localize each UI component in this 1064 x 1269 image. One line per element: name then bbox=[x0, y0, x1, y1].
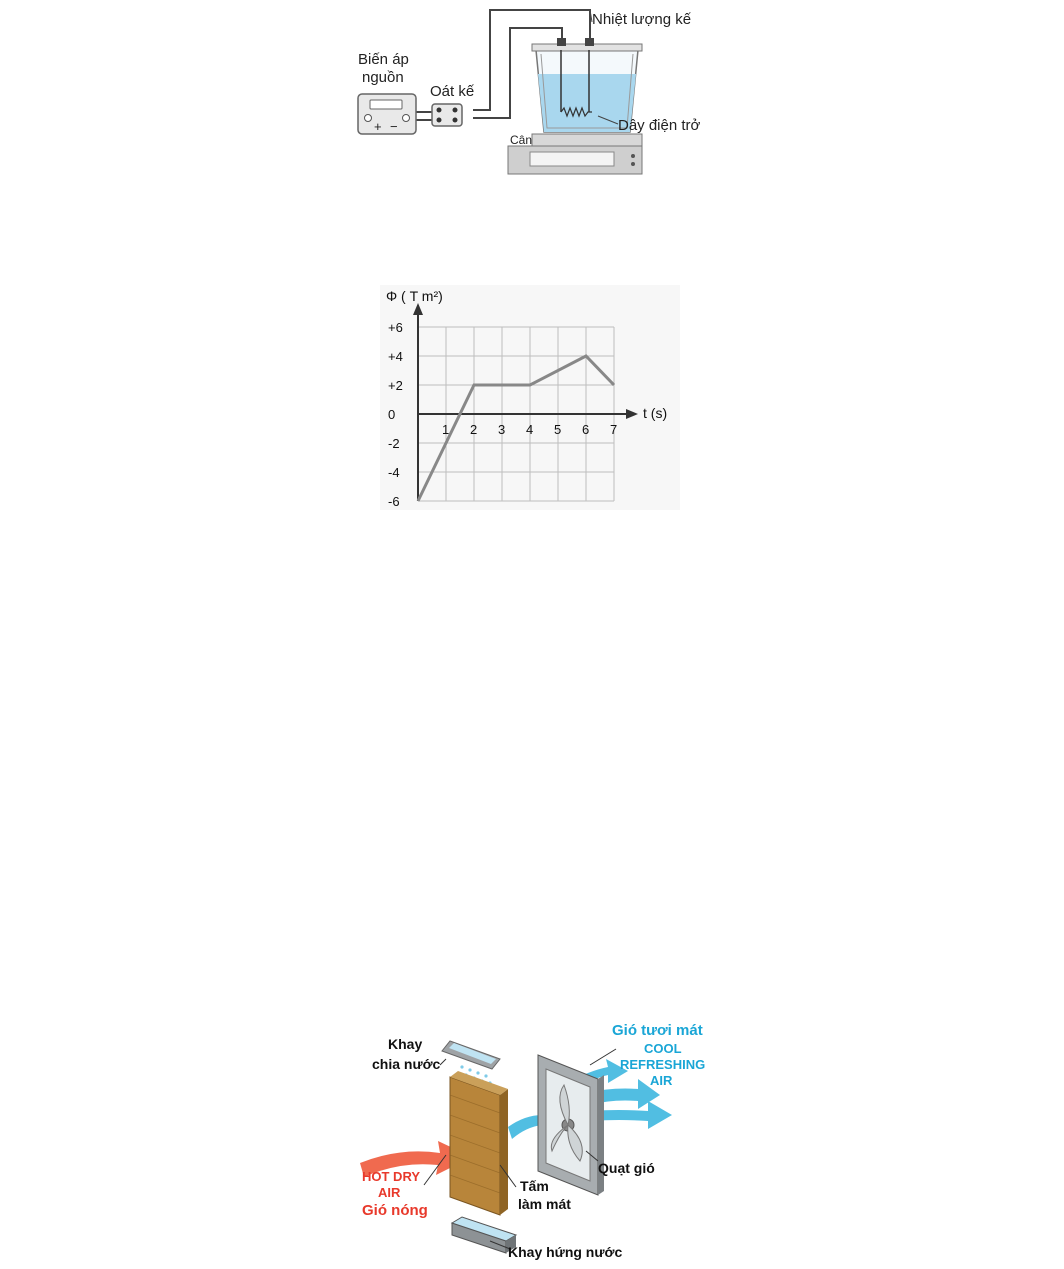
scale-label: Cân bbox=[510, 133, 533, 147]
wattmeter-label: Oát kế bbox=[430, 83, 475, 100]
y-tick-label: 0 bbox=[388, 407, 396, 422]
y-tick-label: -2 bbox=[388, 436, 400, 451]
x-tick-label: 4 bbox=[526, 422, 534, 437]
x-tick-label: 3 bbox=[498, 422, 506, 437]
power-source-label-1: Biến áp bbox=[358, 51, 409, 68]
minus-sign: − bbox=[390, 119, 398, 134]
x-axis-label: t (s) bbox=[643, 405, 668, 421]
fresh-air-en-label-3: AIR bbox=[650, 1073, 673, 1088]
distribution-tray-label-2: chia nước bbox=[372, 1056, 441, 1072]
fresh-air-en-label-1: COOL bbox=[644, 1041, 682, 1056]
plus-sign: + bbox=[374, 119, 382, 134]
y-tick-label: +6 bbox=[388, 320, 403, 335]
calorimeter-diagram bbox=[350, 0, 730, 180]
x-tick-label: 2 bbox=[470, 422, 478, 437]
hot-air-en-label-1: HOT DRY bbox=[362, 1169, 421, 1184]
wattmeter bbox=[432, 104, 462, 126]
wire-source bbox=[416, 112, 432, 120]
cooling-pad-label-1: Tấm bbox=[520, 1178, 549, 1194]
distribution-tray bbox=[442, 1041, 500, 1069]
power-source-label-2: nguồn bbox=[362, 69, 404, 86]
power-source bbox=[358, 94, 416, 134]
flux-chart bbox=[380, 285, 680, 510]
x-tick-label: 6 bbox=[582, 422, 590, 437]
hot-air-vi-label: Gió nóng bbox=[362, 1202, 428, 1219]
y-tick-label: -4 bbox=[388, 465, 400, 480]
fresh-air-en-label-2: REFRESHING bbox=[620, 1057, 706, 1072]
y-tick-label: +2 bbox=[388, 378, 403, 393]
x-tick-label: 7 bbox=[610, 422, 618, 437]
y-tick-label: -6 bbox=[388, 494, 400, 509]
fan-label: Quạt gió bbox=[598, 1160, 655, 1176]
calorimeter-label: Nhiệt lượng kế bbox=[592, 11, 692, 28]
evaporative-cooler-diagram bbox=[350, 1015, 720, 1265]
catch-tray-label: Khay hứng nước bbox=[508, 1244, 623, 1260]
distribution-tray-label-1: Khay bbox=[388, 1036, 423, 1052]
y-tick-label: +4 bbox=[388, 349, 403, 364]
y-axis-label: Φ ( T m²) bbox=[386, 288, 443, 304]
cooling-pad-label-2: làm mát bbox=[518, 1196, 571, 1212]
resistor-wire-label: Dây điện trở bbox=[618, 117, 701, 134]
cooling-pad bbox=[450, 1071, 508, 1215]
fresh-air-vi-label: Gió tươi mát bbox=[612, 1022, 703, 1039]
x-tick-label: 5 bbox=[554, 422, 562, 437]
x-tick-label: 1 bbox=[442, 422, 450, 437]
hot-air-en-label-2: AIR bbox=[378, 1185, 401, 1200]
